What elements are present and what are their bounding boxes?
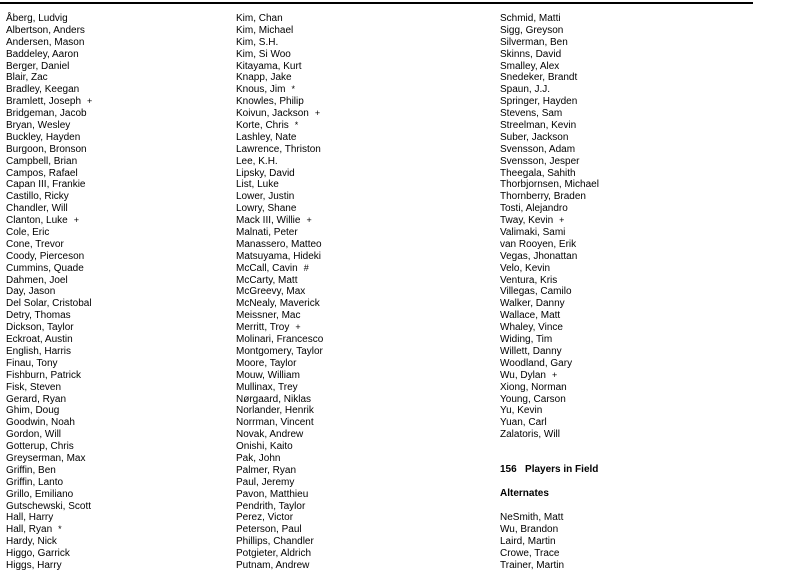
player-row: [236, 560, 323, 572]
player-name: Lowry, Shane: [236, 203, 297, 215]
player-name: Yu, Kevin: [500, 405, 543, 417]
player-name: Kim, Chan: [236, 13, 283, 24]
player-name: Potgieter, Aldrich: [236, 548, 312, 560]
player-row: [500, 227, 599, 239]
player-name: Gerard, Ryan: [6, 393, 67, 405]
player-name: Hardy, Nick: [6, 536, 57, 548]
player-name: McGreevy, Max: [236, 286, 306, 298]
player-name: Berger, Daniel: [6, 60, 70, 72]
player-name: Lower, Justin: [236, 191, 295, 203]
field-count: [500, 464, 599, 476]
player-row: [500, 286, 599, 298]
player-row: [236, 310, 323, 322]
player-row: [6, 203, 92, 215]
player-name: Paul, Jeremy: [236, 476, 295, 488]
player-row: [6, 120, 92, 132]
player-name: Campbell, Brian: [6, 155, 78, 167]
player-name: Lashley, Nate: [236, 131, 297, 143]
player-name: Valimaki, Sami: [500, 227, 566, 239]
player-row: [6, 453, 92, 465]
player-column-1: [6, 13, 92, 572]
player-name: Higgo, Garrick: [6, 548, 70, 560]
player-name: Zalatoris, Will: [500, 429, 561, 441]
player-row: [236, 108, 323, 120]
player-row: [236, 417, 323, 429]
player-name: Baddeley, Aaron: [6, 48, 79, 60]
player-name: Grillo, Emiliano: [6, 488, 74, 500]
player-row: [6, 191, 92, 203]
player-row: [500, 156, 599, 168]
player-row: [6, 394, 92, 406]
player-name: Knowles, Philip: [236, 96, 304, 108]
player-row: [236, 298, 323, 310]
player-name: Schmid, Matti: [500, 13, 561, 24]
player-row: [6, 334, 92, 346]
player-row: [500, 96, 599, 108]
player-row: [500, 358, 599, 370]
player-status-mark: +: [559, 215, 565, 226]
player-row: [500, 215, 599, 227]
player-status-mark: +: [295, 322, 301, 333]
player-row: [6, 524, 92, 536]
top-rule: [0, 2, 753, 4]
player-row: [6, 560, 92, 572]
player-row: [500, 405, 599, 417]
player-name: Moore, Taylor: [236, 357, 297, 369]
player-name: Woodland, Gary: [500, 357, 573, 369]
player-name: Whaley, Vince: [500, 322, 563, 334]
player-row: [500, 298, 599, 310]
player-row: [500, 263, 599, 275]
player-name: Burgoon, Bronson: [6, 143, 87, 155]
player-name: Higgs, Harry: [6, 559, 62, 571]
player-row: [236, 203, 323, 215]
player-name: Castillo, Ricky: [6, 191, 69, 203]
player-name: Cone, Trevor: [6, 238, 64, 250]
player-name: Del Solar, Cristobal: [6, 298, 92, 310]
player-name: Koivun, Jackson: [236, 108, 309, 120]
player-row: [236, 72, 323, 84]
player-name: McCarty, Matt: [236, 274, 298, 286]
player-name: Nørgaard, Niklas: [236, 393, 312, 405]
player-name: Mouw, William: [236, 369, 300, 381]
player-row: [500, 251, 599, 263]
player-row: [236, 239, 323, 251]
player-row: [6, 417, 92, 429]
player-name: Lawrence, Thriston: [236, 143, 321, 155]
player-name: Dahmen, Joel: [6, 274, 68, 286]
player-row: [6, 358, 92, 370]
player-status-mark: +: [306, 215, 312, 226]
player-row: [6, 251, 92, 263]
player-name: Molinari, Francesco: [236, 334, 324, 346]
player-name: Ghim, Doug: [6, 405, 60, 417]
player-row: [236, 191, 323, 203]
player-row: [500, 275, 599, 287]
player-name: Manassero, Matteo: [236, 238, 322, 250]
player-name: Xiong, Norman: [500, 381, 567, 393]
player-row: [6, 96, 92, 108]
player-row: [500, 370, 599, 382]
field-count-label: Players in Field: [525, 464, 599, 476]
player-name: Greyserman, Max: [6, 452, 86, 464]
player-name: Willett, Danny: [500, 345, 562, 357]
player-status-mark: *: [58, 524, 62, 535]
player-name: Cummins, Quade: [6, 262, 84, 274]
player-name: Pavon, Matthieu: [236, 488, 309, 500]
player-name: Gordon, Will: [6, 429, 62, 441]
player-row: [236, 334, 323, 346]
player-name: Onishi, Kaito: [236, 441, 293, 453]
player-name: Finau, Tony: [6, 357, 58, 369]
player-name: Matsuyama, Hideki: [236, 250, 322, 262]
player-row: [236, 322, 323, 334]
player-row: [236, 168, 323, 180]
player-row: [236, 405, 323, 417]
player-name: Svensson, Adam: [500, 143, 576, 155]
player-name: Sigg, Greyson: [500, 24, 564, 36]
player-status-mark: +: [73, 215, 79, 226]
field-count-number: 156: [500, 464, 517, 476]
player-row: [6, 239, 92, 251]
player-row: [500, 108, 599, 120]
player-row: [236, 382, 323, 394]
player-row: [500, 310, 599, 322]
player-row: [500, 179, 599, 191]
player-row: [6, 156, 92, 168]
alternate-row: NeSmith, Matt: [500, 512, 564, 524]
player-name: Fishburn, Patrick: [6, 369, 82, 381]
player-name: Smalley, Alex: [500, 60, 560, 72]
player-name: McCall, Cavin: [236, 262, 298, 274]
alternates-heading: Alternates: [500, 488, 549, 500]
player-row: [236, 501, 323, 513]
player-row: [6, 298, 92, 310]
player-name: Norlander, Henrik: [236, 405, 314, 417]
player-name: Bryan, Wesley: [6, 120, 71, 132]
player-row: [500, 13, 599, 25]
player-status-mark: +: [551, 369, 558, 380]
player-name: Griffin, Ben: [6, 464, 56, 476]
player-name: Eckroat, Austin: [6, 334, 73, 346]
player-row: [6, 49, 92, 61]
player-status-mark: *: [294, 120, 299, 131]
player-row: [236, 61, 323, 73]
player-row: [236, 394, 323, 406]
alternate-row: Laird, Martin: [500, 535, 556, 547]
player-name: Day, Jason: [6, 286, 56, 298]
alternates-list: [500, 512, 599, 571]
player-row: [6, 286, 92, 298]
player-row: [236, 453, 323, 465]
alternate-row: Trainer, Martin: [500, 559, 565, 571]
player-name: Vegas, Jhonattan: [500, 250, 578, 262]
player-row: [236, 477, 323, 489]
player-row: [500, 382, 599, 394]
player-row: [6, 108, 92, 120]
player-row: [500, 61, 599, 73]
player-row: [236, 120, 323, 132]
player-name: Streelman, Kevin: [500, 120, 577, 132]
player-row: [500, 239, 599, 251]
player-row: [236, 536, 323, 548]
player-row: [6, 72, 92, 84]
player-row: [500, 84, 599, 96]
player-row: [500, 334, 599, 346]
player-name: List, Luke: [236, 179, 279, 191]
player-name: Kim, Michael: [236, 24, 294, 36]
player-name: Åberg, Ludvig: [6, 13, 68, 24]
player-name: Montgomery, Taylor: [236, 345, 323, 357]
player-row: [500, 322, 599, 334]
player-row: [500, 49, 599, 61]
player-name: Wu, Dylan: [500, 369, 546, 381]
player-name: Ventura, Kris: [500, 274, 558, 286]
player-row: [500, 120, 599, 132]
player-name: Griffin, Lanto: [6, 476, 64, 488]
player-status-mark: +: [87, 96, 93, 107]
player-status-mark: #: [303, 262, 309, 273]
player-row: [6, 132, 92, 144]
player-name: Yuan, Carl: [500, 417, 547, 429]
player-row: [236, 441, 323, 453]
player-name: Lipsky, David: [236, 167, 295, 179]
player-row: [6, 501, 92, 513]
player-name: Theegala, Sahith: [500, 167, 576, 179]
player-row: [236, 251, 323, 263]
player-row: [6, 179, 92, 191]
player-row: [6, 25, 92, 37]
player-row: [236, 13, 323, 25]
player-row: [6, 370, 92, 382]
player-row: [6, 441, 92, 453]
player-row: [500, 72, 599, 84]
player-name: Tosti, Alejandro: [500, 203, 568, 215]
player-name: Clanton, Luke: [6, 215, 68, 227]
player-name: Perez, Victor: [236, 512, 294, 524]
section-spacer: [500, 500, 599, 512]
player-name: Putnam, Andrew: [236, 559, 310, 571]
player-row: [6, 263, 92, 275]
player-row: [500, 37, 599, 49]
player-list: [500, 13, 599, 441]
player-row: [6, 548, 92, 560]
player-row: [6, 322, 92, 334]
player-name: English, Harris: [6, 345, 72, 357]
player-name: Buckley, Hayden: [6, 131, 81, 143]
player-row: [236, 132, 323, 144]
player-row: [236, 346, 323, 358]
player-row: [236, 370, 323, 382]
player-row: [500, 429, 599, 441]
player-name: Blair, Zac: [6, 72, 48, 84]
player-name: Stevens, Sam: [500, 108, 563, 120]
player-row: [500, 191, 599, 203]
player-row: [500, 203, 599, 215]
player-name: Goodwin, Noah: [6, 417, 75, 429]
player-name: van Rooyen, Erik: [500, 238, 577, 250]
player-name: Novak, Andrew: [236, 429, 304, 441]
player-row: [6, 405, 92, 417]
player-row: [236, 96, 323, 108]
player-row: [6, 465, 92, 477]
player-name: Coody, Pierceson: [6, 250, 85, 262]
player-name: Widing, Tim: [500, 334, 553, 346]
player-name: Hall, Harry: [6, 512, 54, 524]
player-row: [6, 275, 92, 287]
player-row: [500, 394, 599, 406]
player-name: Spaun, J.J.: [500, 84, 551, 96]
section-spacer: [500, 476, 599, 488]
player-row: [500, 168, 599, 180]
player-name: Wallace, Matt: [500, 310, 561, 322]
player-name: Gutschewski, Scott: [6, 500, 92, 512]
player-status-mark: *: [291, 84, 295, 95]
player-name: Campos, Rafael: [6, 167, 78, 179]
player-row: [236, 489, 323, 501]
player-column-2: [236, 13, 323, 572]
player-name: Dickson, Taylor: [6, 322, 74, 334]
player-name: Velo, Kevin: [500, 262, 551, 274]
player-row: [236, 524, 323, 536]
player-name: Merritt, Troy: [236, 322, 290, 334]
player-row: [236, 227, 323, 239]
player-name: Pendrith, Taylor: [236, 500, 306, 512]
player-name: Walker, Danny: [500, 298, 565, 310]
player-name: Peterson, Paul: [236, 524, 302, 536]
player-name: Capan III, Frankie: [6, 179, 86, 191]
player-row: [6, 168, 92, 180]
player-row: [236, 144, 323, 156]
player-name: Gotterup, Chris: [6, 441, 74, 453]
player-name: Norrman, Vincent: [236, 417, 314, 429]
player-name: Skinns, David: [500, 48, 562, 60]
player-name: Bramlett, Joseph: [6, 96, 82, 108]
player-name: Bradley, Keegan: [6, 84, 80, 96]
player-name: Tway, Kevin: [500, 215, 554, 227]
alternate-row: Wu, Brandon: [500, 523, 559, 535]
player-row: [6, 84, 92, 96]
player-row: [236, 84, 323, 96]
player-name: Pak, John: [236, 452, 281, 464]
player-row: [236, 215, 323, 227]
player-row: [500, 144, 599, 156]
player-name: Hall, Ryan: [6, 524, 53, 536]
player-name: Knapp, Jake: [236, 72, 292, 84]
player-column-3: [500, 13, 599, 572]
player-row: [236, 275, 323, 287]
player-name: Villegas, Camilo: [500, 286, 572, 298]
player-name: Mack III, Willie: [236, 215, 301, 227]
player-row: [6, 346, 92, 358]
player-name: Kim, S.H.: [236, 36, 279, 48]
player-row: [6, 536, 92, 548]
player-name: Korte, Chris: [236, 120, 289, 132]
player-row: [6, 512, 92, 524]
player-name: Andersen, Mason: [6, 36, 85, 48]
player-name: Kim, Si Woo: [236, 48, 291, 60]
player-name: McNealy, Maverick: [236, 298, 320, 310]
player-name: Meissner, Mac: [236, 310, 301, 322]
player-row: [6, 310, 92, 322]
player-row: [6, 429, 92, 441]
player-row: [236, 512, 323, 524]
player-name: Cole, Eric: [6, 227, 50, 239]
player-name: Phillips, Chandler: [236, 536, 314, 548]
player-row: [236, 286, 323, 298]
player-row: [6, 144, 92, 156]
player-name: Knous, Jim: [236, 84, 286, 96]
player-name: Kitayama, Kurt: [236, 60, 302, 72]
player-row: [6, 13, 92, 25]
player-row: [6, 61, 92, 73]
player-row: [236, 548, 323, 560]
player-row: [6, 215, 92, 227]
player-row: [500, 132, 599, 144]
player-row: [236, 465, 323, 477]
player-name: Mullinax, Trey: [236, 381, 298, 393]
player-row: [236, 358, 323, 370]
player-name: Bridgeman, Jacob: [6, 108, 87, 120]
player-name: Thornberry, Braden: [500, 191, 586, 203]
player-row: [236, 156, 323, 168]
player-row: [500, 346, 599, 358]
player-row: [500, 25, 599, 37]
player-name: Young, Carson: [500, 393, 566, 405]
player-row: [236, 25, 323, 37]
player-row: [6, 37, 92, 49]
player-name: Thorbjornsen, Michael: [500, 179, 599, 191]
player-row: [6, 227, 92, 239]
player-row: [236, 37, 323, 49]
alternate-row: Crowe, Trace: [500, 547, 560, 559]
player-name: Malnati, Peter: [236, 227, 298, 239]
player-row: [236, 179, 323, 191]
player-name: Detry, Thomas: [6, 310, 71, 322]
player-status-mark: +: [314, 108, 321, 119]
section-spacer: [500, 441, 599, 464]
player-name: Snedeker, Brandt: [500, 72, 578, 84]
player-row: [6, 382, 92, 394]
player-row: [6, 489, 92, 501]
player-name: Springer, Hayden: [500, 96, 578, 108]
player-name: Albertson, Anders: [6, 24, 85, 36]
player-name: Silverman, Ben: [500, 36, 568, 48]
player-name: Suber, Jackson: [500, 131, 569, 143]
player-name: Palmer, Ryan: [236, 464, 297, 476]
player-name: Fisk, Steven: [6, 381, 62, 393]
player-row: [236, 429, 323, 441]
player-row: [500, 417, 599, 429]
player-name: Svensson, Jesper: [500, 155, 580, 167]
player-row: [236, 49, 323, 61]
player-row: [236, 263, 323, 275]
player-row: [6, 477, 92, 489]
player-name: Lee, K.H.: [236, 155, 278, 167]
player-name: Chandler, Will: [6, 203, 68, 215]
